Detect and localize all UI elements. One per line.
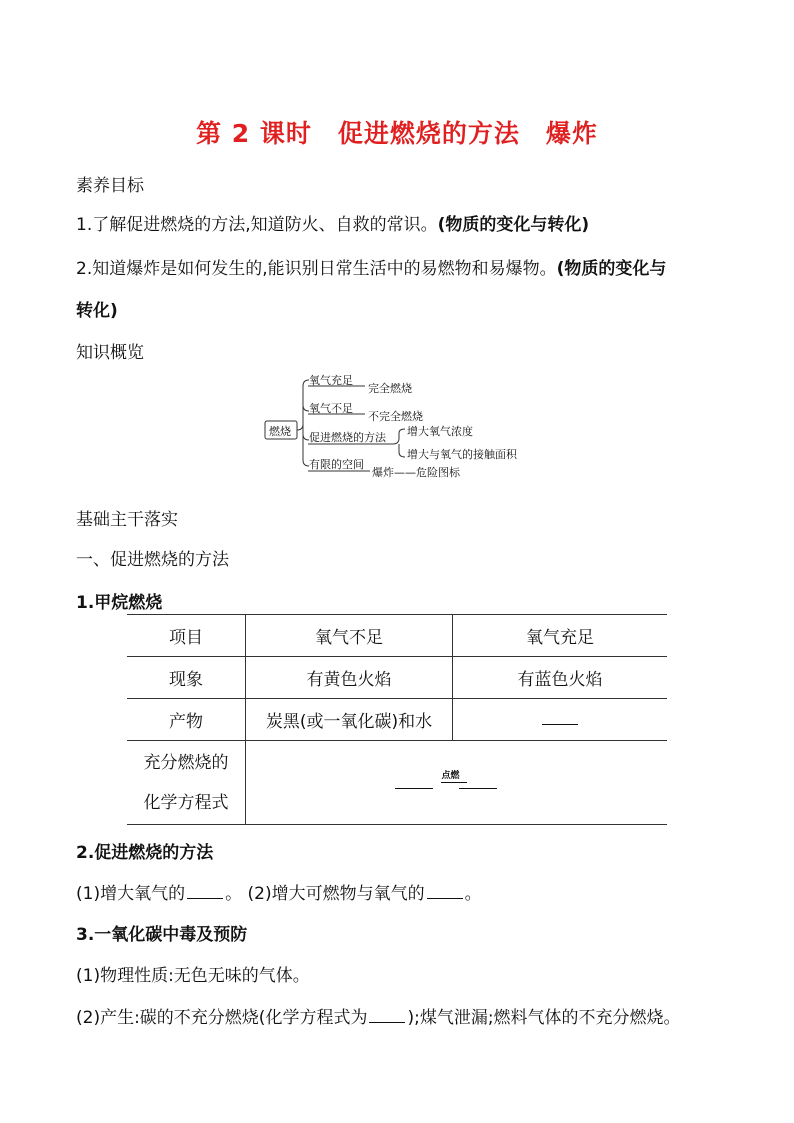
table-cell: 有蓝色火焰	[453, 657, 668, 699]
table-cell: 氧气不足	[246, 615, 453, 657]
q3-item-1: (1)物理性质:无色无味的气体。	[76, 966, 310, 986]
table-row	[127, 741, 667, 825]
q1-title: 1.甲烷燃烧	[76, 593, 163, 613]
mindmap-b4-result: 爆炸——危险图标	[372, 466, 460, 479]
q2-part-b: 。 (2)增大可燃物与氧气的	[225, 884, 425, 904]
mindmap-root: 燃烧	[269, 425, 291, 438]
table-cell	[127, 741, 246, 825]
q3-part-b: );煤气泄漏;燃料气体的不充分燃烧。	[407, 1008, 681, 1028]
methane-table	[127, 614, 667, 825]
subsection-1: 一、促进燃烧的方法	[76, 550, 229, 570]
table-row	[127, 657, 667, 699]
table-cell: 炭黑(或一氧化碳)和水	[246, 699, 453, 741]
mindmap-b2-cond: 氧气不足	[309, 402, 353, 415]
reaction-arrow	[441, 782, 467, 783]
overview-heading: 知识概览	[76, 343, 144, 363]
goal-2-tag-cont: 转化)	[76, 301, 118, 321]
condition-label: 点燃	[441, 770, 460, 781]
answer-blank[interactable]	[427, 897, 463, 899]
product-blank[interactable]	[459, 788, 497, 789]
page-title: 第 2 课时 促进燃烧的方法 爆炸	[196, 119, 598, 148]
mindmap-lines	[0, 0, 794, 500]
q2-text	[76, 879, 482, 904]
table-cell: 有黄色火焰	[246, 657, 453, 699]
table-row	[127, 615, 667, 657]
eq-label-2: 化学方程式	[143, 792, 229, 813]
table-cell: 现象	[127, 657, 246, 699]
goal-1-tag: (物质的变化与转化)	[437, 215, 590, 235]
q2-part-c: 。	[464, 884, 482, 904]
knowledge-mindmap	[0, 0, 794, 500]
reactant-blank[interactable]	[395, 788, 433, 789]
eq-label-1: 充分燃烧的	[143, 752, 229, 773]
equation-cell	[246, 741, 668, 825]
goal-2-text: 2.知道爆炸是如何发生的,能识别日常生活中的易燃物和易爆物。	[76, 259, 557, 279]
mindmap-b2-result: 不完全燃烧	[368, 410, 423, 423]
answer-blank[interactable]	[369, 1021, 405, 1023]
goal-2-tag: (物质的变化与	[556, 259, 667, 279]
equation-blank	[395, 768, 515, 798]
mindmap-b3: 促进燃烧的方法	[309, 431, 386, 444]
mindmap-b1-cond: 氧气充足	[309, 374, 353, 387]
table-cell: 氧气充足	[453, 615, 668, 657]
table-cell-blank	[453, 699, 668, 741]
q3-title: 3.一氧化碳中毒及预防	[76, 925, 248, 945]
q3-part-a: (2)产生:碳的不充分燃烧(化学方程式为	[76, 1008, 368, 1028]
table-cell: 项目	[127, 615, 246, 657]
goal-2	[76, 254, 666, 279]
mindmap-b1-result: 完全燃烧	[368, 382, 412, 395]
q2-part-a: (1)增大氧气的	[76, 884, 186, 904]
goal-1-text: 1.了解促进燃烧的方法,知道防火、自救的常识。	[76, 215, 438, 235]
mindmap-b4-cond: 有限的空间	[309, 458, 364, 471]
answer-blank[interactable]	[542, 723, 578, 725]
table-row	[127, 699, 667, 741]
mindmap-b3-b: 增大与氧气的接触面积	[407, 448, 517, 461]
q2-title: 2.促进燃烧的方法	[76, 843, 214, 863]
table-cell: 产物	[127, 699, 246, 741]
answer-blank[interactable]	[187, 897, 223, 899]
goals-heading: 素养目标	[76, 176, 144, 196]
goal-1	[76, 210, 589, 235]
section-heading: 基础主干落实	[76, 510, 178, 530]
q3-item-2	[76, 1003, 681, 1028]
mindmap-b3-a: 增大氧气浓度	[407, 425, 473, 438]
